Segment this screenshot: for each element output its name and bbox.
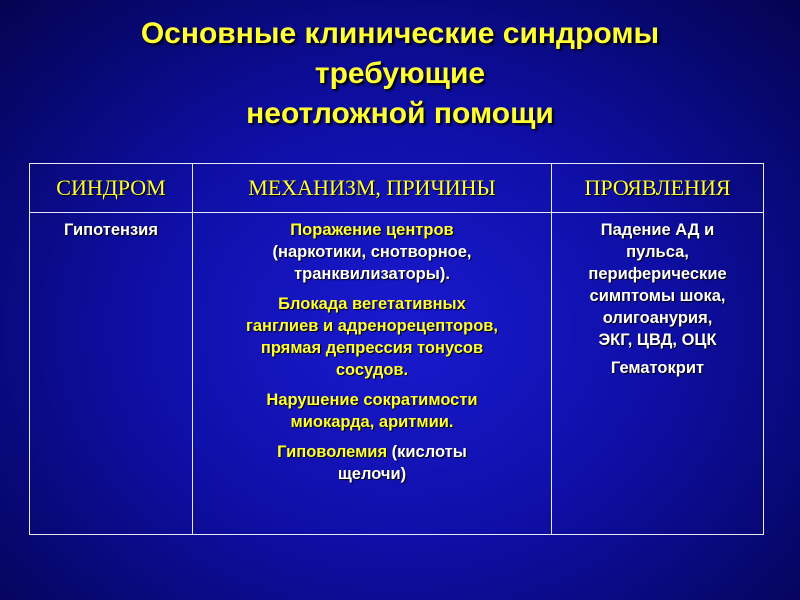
syndrome-cell: Гипотензия [30,213,193,535]
manifestations-cell [552,213,764,535]
manifestation-line: Падение АД и [600,221,715,239]
title-line-2: требующие [314,57,486,90]
cause-line: Нарушение сократимости [266,391,478,409]
title-line-3: неотложной помощи [246,97,554,130]
cause-line: ганглиев и адренорецепторов, [245,317,499,335]
cause-line: транквилизаторы). [294,265,450,283]
table-row [30,213,764,535]
manifestation-line: пульса, [626,243,689,261]
cause-line: (наркотики, снотворное, [272,243,472,261]
mechanism-cell [193,213,552,535]
manifestation-hematocrit: Гематокрит [610,359,705,377]
cause-highlight: Гиповолемия [277,443,388,461]
cause-item [197,293,547,381]
manifestation-line: периферические [588,265,727,283]
cause-item [197,389,547,433]
manifestation-line: олигоанурия, [602,309,713,327]
cause-line: прямая депрессия тонусов [260,339,484,357]
cause-line: щелочи) [337,465,407,483]
title-line-1: Основные клинические синдромы [140,17,660,50]
manifestation-line: симптомы шока, [589,287,726,305]
header-syndrome: СИНДРОМ [30,164,193,213]
cause-line [197,441,547,463]
cause-item [197,219,547,285]
cause-line: сосудов. [335,361,409,379]
cause-text: (кислоты [387,443,467,461]
table-header-row [30,164,764,213]
slide-title [40,14,760,134]
manifestations-list [556,219,759,351]
cause-highlight: Поражение центров [290,221,454,239]
syndromes-table [29,163,764,535]
header-manifestations: ПРОЯВЛЕНИЯ [552,164,764,213]
header-mechanism: МЕХАНИЗМ, ПРИЧИНЫ [193,164,552,213]
cause-line: миокарда, аритмии. [290,413,454,431]
manifestation-line: ЭКГ, ЦВД, ОЦК [598,331,717,349]
cause-line: Блокада вегетативных [278,295,466,313]
cause-item [197,441,547,485]
